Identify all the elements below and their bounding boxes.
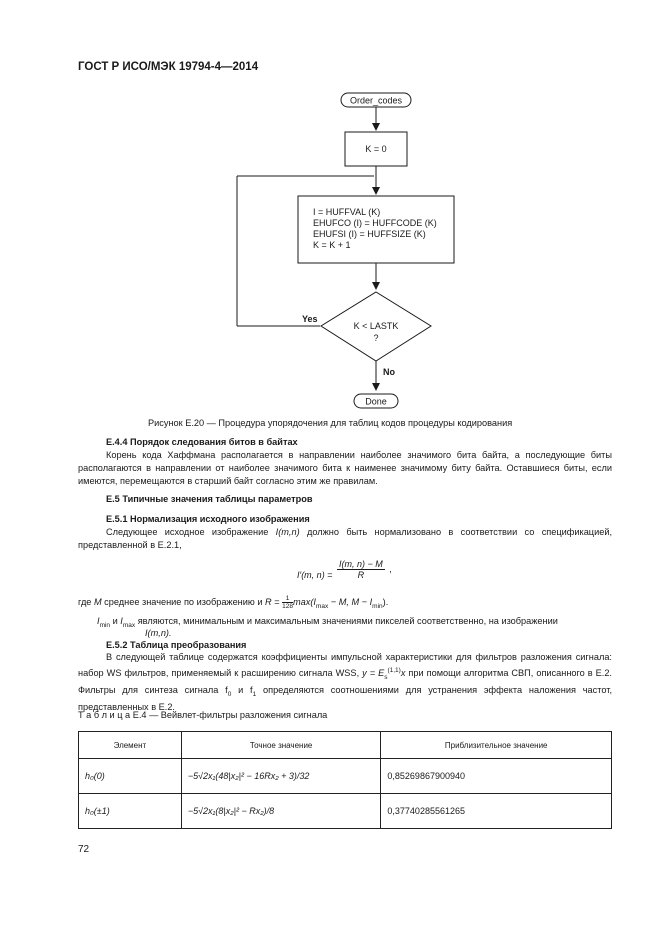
section-e52-text: В следующей таблице содержатся коэффициенты импульсной характеристики для фильтров разложения сигнала: набор WS фильтров, применяемый к расширению сигнала WSS, $y = E_s^{(1,1)}x$ при помощи алгоритма СВП, описанного в Е.2. Фильтры для синтеза сигнала $f_0$ и $f_1$ определяются соотношениями для устранения эффекта наложения частот, представленных в Е.2.	[78, 652, 612, 712]
imin-imax-line-cont: I(m,n).	[145, 628, 172, 638]
page-number: 72	[78, 844, 90, 855]
decision-label: K < LASTK	[353, 321, 399, 331]
table-header-row	[79, 732, 612, 759]
section-e51-text: Следующее исходное изображение I(m,n) должно быть нормализовано в соответствии со спецификацией, представленной в Е.2.1,	[78, 527, 612, 550]
cell-element: h₀(0)	[79, 759, 182, 794]
figure-caption: Рисунок Е.20 — Процедура упорядочения для таблиц кодов процедуры кодирования	[148, 418, 513, 428]
process-line-3: EHUFSI (I) = HUFFSIZE (K)	[313, 229, 426, 239]
section-e51-title: E.5.1 Нормализация исходного изображения	[106, 514, 310, 524]
header-approx: Приблизительное значение	[381, 732, 612, 759]
yes-label: Yes	[302, 314, 318, 324]
header-element: Элемент	[79, 732, 182, 759]
table-row	[79, 759, 612, 794]
process-line-2: EHUFCO (I) = HUFFCODE (K)	[313, 218, 437, 228]
flowchart	[0, 0, 661, 420]
section-e44-title: E.4.4 Порядок следования битов в байтах	[106, 437, 298, 447]
end-label: Done	[365, 396, 387, 407]
table-row	[79, 794, 612, 829]
normalization-formula: I′(m, n) = $\frac{I(m, n) - M}{R}$ ,	[297, 559, 392, 580]
where-line: где M среднее значение по изображению и R = $\frac{1}{128}$ $\max(I_{max} - M$, $M - I_{min}$).	[78, 595, 389, 610]
imin-imax-line: $I_{min}$ и $I_{max}$ являются, минимальным и максимальным значениями пикселей соответственно, на изображении	[97, 616, 558, 629]
init-label: K = 0	[365, 144, 387, 154]
cell-approx: 0,85269867900940	[381, 759, 612, 794]
cell-approx: 0,37740285561265	[381, 794, 612, 829]
section-e44-text: Корень кода Хаффмана располагается в направлении наиболее значимого бита байта, а последующие биты располагаются в направлении от наиболее значимого бита к наименее значимому биту байта. Оставшиеся биты, если имеются, перемещаются в старший байт согласно этим же правилам.	[78, 450, 612, 486]
no-label: No	[383, 367, 395, 377]
start-label: Order_codes	[349, 95, 403, 106]
wavelet-filter-table	[78, 731, 612, 829]
section-e5-title: E.5 Типичные значения таблицы параметров	[106, 494, 313, 504]
process-line-1: I = HUFFVAL (K)	[313, 207, 381, 217]
table-caption: Т а б л и ц а Е.4 — Вейвлет-фильтры разложения сигнала	[78, 710, 328, 720]
cell-element: h₀(±1)	[79, 794, 182, 829]
section-e52-title: E.5.2 Таблица преобразования	[106, 640, 247, 650]
cell-exact: −5√2x₁(48|x₂|² − 16Rx₂ + 3)/32	[181, 759, 381, 794]
header-exact: Точное значение	[181, 732, 381, 759]
cell-exact: −5√2x₁(8|x₂|² − Rx₂)/8	[181, 794, 381, 829]
process-line-4: K = K + 1	[313, 240, 351, 250]
decision-question: ?	[373, 333, 379, 343]
standard-header: ГОСТ Р ИСО/МЭК 19794-4—2014	[78, 61, 259, 73]
